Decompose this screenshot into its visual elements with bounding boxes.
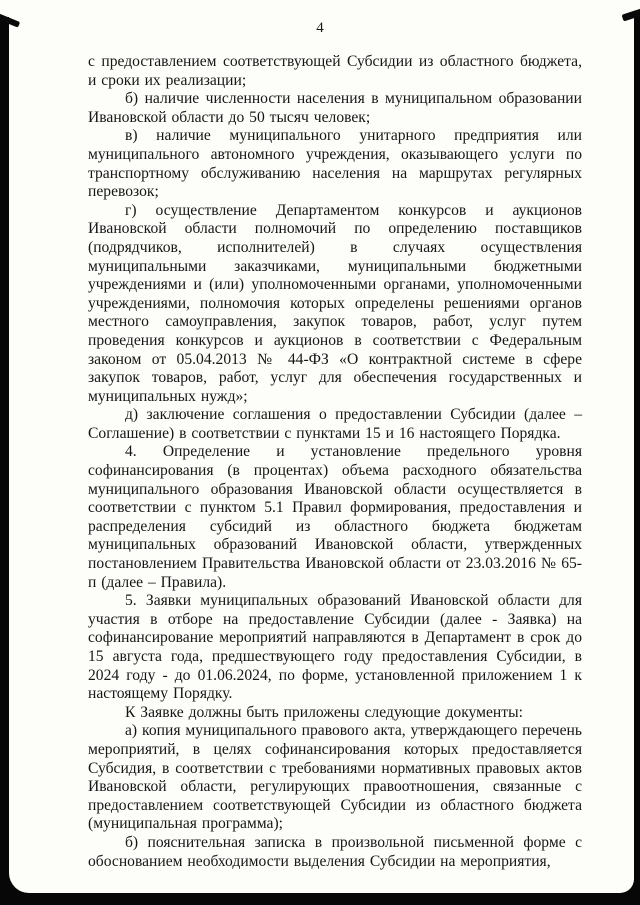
paragraph: с предоставлением соответствующей Субсидии из областного бюджета, и сроки их реализации; [88, 53, 582, 89]
paragraph: 5. Заявки муниципальных образований Ивановской области для участия в отборе на предоставление Субсидии (далее - Заявка) на софинансирование мероприятий направляются в Департамент в срок до 15 августа года, предшествующего году предоставления Субсидии, в 2024 году - до 01.06.2024, по форме, установленной приложением 1 к настоящему Порядку. [88, 592, 582, 703]
page-number: 4 [316, 20, 324, 36]
paragraph: б) наличие численности населения в муниципальном образовании Ивановской области до 50 тысяч человек; [88, 90, 582, 126]
paragraph: д) заключение соглашения о предоставлении Субсидии (далее – Соглашение) в соответствии с пунктами 15 и 16 настоящего Порядка. [88, 406, 582, 442]
paragraph: 4. Определение и установление предельного уровня софинансирования (в процентах) объема расходного обязательства муниципального образования Ивановской области осуществляется в соответствии с пунктом 5.1 Правил формирования, предоставления и распределения субсидий из областного бюджета бюджетам муниципальных образований Ивановской области, утвержденных постановлением Правительства Ивановской области от 23.03.2016 № 65-п (далее – Правила). [88, 443, 582, 591]
document-body [88, 53, 582, 871]
paragraph: г) осуществление Департаментом конкурсов и аукционов Ивановской области полномочий по определению поставщиков (подрядчиков, исполнителей) в случаях осуществления муниципальными заказчиками, муниципальными бюджетными учреждениями и (или) уполномоченными органами, уполномоченными учреждениями, полномочия которых определены решениями органов местного самоуправления, закупок товаров, работ, услуг путем проведения конкурсов и аукционов в соответствии с Федеральным законом от 05.04.2013 № 44-ФЗ «О контрактной системе в сфере закупок товаров, работ, услуг для обеспечения государственных и муниципальных нужд»; [88, 201, 582, 405]
paragraph: в) наличие муниципального унитарного предприятия или муниципального автономного учреждения, оказывающего услуги по транспортному обслуживанию населения на маршрутах регулярных перевозок; [88, 127, 582, 201]
paragraph: а) копия муниципального правового акта, утверждающего перечень мероприятий, в целях софинансирования которых предоставляется Субсидия, в соответствии с требованиями нормативных правовых актов Ивановской области, регулирующих правоотношения, связанные с предоставлением соответствующей Субсидии из областного бюджета (муниципальная программа); [88, 722, 582, 833]
paragraph: К Заявке должны быть приложены следующие документы: [125, 703, 523, 721]
paragraph: б) пояснительная записка в произвольной письменной форме с обоснованием необходимости выделения Субсидии на мероприятия, [88, 833, 582, 870]
